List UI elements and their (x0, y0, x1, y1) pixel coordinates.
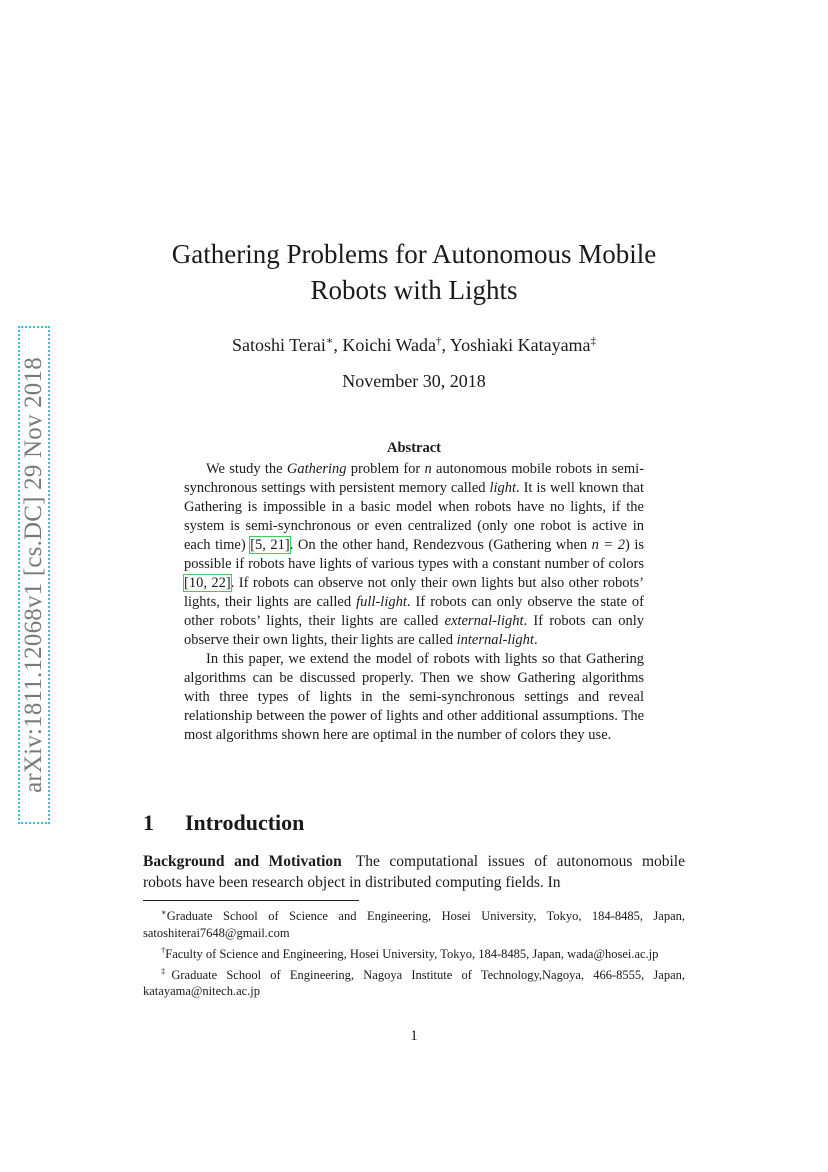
text-run: ) is possible if robots have lights of various types with a constant number of colors (184, 537, 644, 572)
author-name: Koichi Wada (342, 335, 437, 355)
abstract-paragraph: In this paper, we extend the model of robots with lights so that Gathering algorithms can be discussed properly. Then we show Gathering algorithms with three types of lights in the semi-synchronous settings and reveal relationship between the power of lights and other additional assumptions. The most algorithms shown here are optimal in the number of colors they use. (184, 651, 644, 743)
footnote-mark: ∗ (161, 907, 167, 917)
emphasis: light (489, 480, 517, 496)
text-run: . It is well known that Gathering is impossible in a basic model when robots have no lights, if the system is semi-synchronous or even centralized (only one robot is active in each time) (184, 480, 644, 553)
page-number: 1 (410, 1028, 418, 1044)
text-run: . On the other hand, Rendezvous (Gathering when (289, 537, 592, 553)
footnote-mark: † (161, 944, 166, 955)
citation-link[interactable]: [10, 22] (184, 575, 231, 591)
math-expression: n = 2 (591, 537, 625, 553)
author-footnote-mark[interactable]: ‡ (590, 335, 597, 347)
section-number: 1 (143, 810, 154, 835)
paragraph-heading: Background and Motivation (143, 853, 342, 870)
footnote-divider (143, 900, 359, 901)
text-run: autonomous mobile robots in semi-synchronous settings with persistent memory called (184, 461, 644, 496)
footnote (143, 904, 685, 941)
author-name: Yoshiaki Katayama (449, 335, 591, 355)
emphasis: external-light (444, 613, 524, 629)
footnote (143, 942, 685, 963)
footnote-mark: ‡ (161, 965, 172, 976)
emphasis: internal-light (456, 632, 534, 648)
footnote (143, 963, 685, 1000)
abstract-heading: Abstract (387, 440, 441, 456)
footnotes (143, 904, 685, 1000)
citation-link[interactable]: [5, 21] (250, 537, 290, 553)
arxiv-stamp[interactable] (18, 326, 50, 824)
arxiv-identifier[interactable]: arXiv:1811.12068v1 [cs.DC] 29 Nov 2018 (20, 357, 47, 793)
footnote-text: Graduate School of Engineering, Nagoya Institute of Technology,Nagoya, 466-8555, Japan, katayama@nitech.ac.jp (143, 967, 686, 999)
text-run: . If robots can only observe the state of other robots’ lights, their lights are called (184, 594, 645, 629)
title-line-2: Robots with Lights (310, 275, 518, 305)
footnote-text: Graduate School of Science and Engineering, Hosei University, Tokyo, 184-8485, Japan, satoshiterai7648@gmail.com (143, 909, 685, 940)
title-line-1: Gathering Problems for Autonomous Mobile (171, 239, 657, 269)
text-run: . If robots can only observe their own lights, their lights are called (184, 613, 644, 648)
section-heading (143, 810, 304, 836)
author-name: Satoshi Terai (231, 335, 326, 355)
text-run: problem for (346, 461, 425, 477)
author-list: Satoshi Terai∗, Koichi Wada†, Yoshiaki Katayama‡ (231, 335, 597, 355)
paper-title (130, 236, 698, 308)
emphasis: Gathering (286, 461, 347, 477)
intro-paragraph (143, 852, 685, 893)
author-footnote-mark[interactable]: ∗ (325, 335, 334, 347)
abstract-paragraph (184, 460, 644, 650)
section-title: Introduction (185, 810, 305, 835)
publication-date: November 30, 2018 (342, 371, 486, 391)
author-footnote-mark[interactable]: † (436, 335, 442, 347)
footnote-text: Faculty of Science and Engineering, Hosei University, Tokyo, 184-8485, Japan, wada@hosei.ac.jp (165, 946, 659, 961)
paragraph-text: The computational issues of autonomous mobile robots have been research object in distributed computing fields. In (143, 853, 685, 891)
emphasis: full-light (356, 594, 407, 610)
math-variable: n (424, 461, 432, 477)
abstract-body (184, 460, 644, 745)
text-run: . If robots can observe not only their own lights but also other robots’ lights, their lights are called (184, 575, 644, 610)
text-run: . (533, 632, 538, 648)
text-run: We study the (206, 461, 287, 477)
